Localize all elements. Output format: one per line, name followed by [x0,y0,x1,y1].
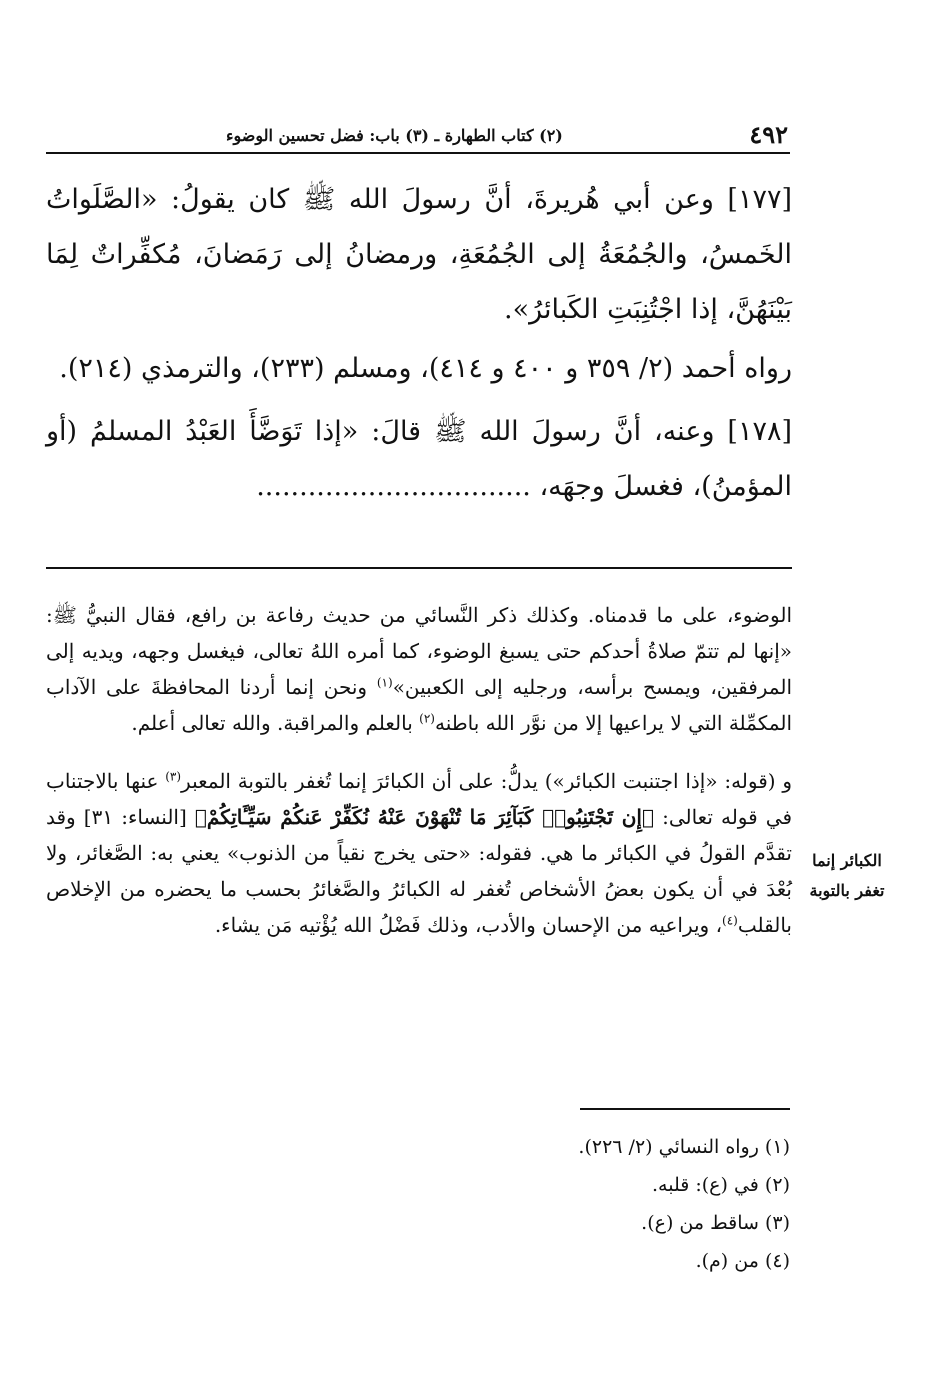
commentary-paragraph-1 [46,597,792,741]
main-hadith-text [46,172,792,518]
footnote-separator [580,1108,790,1110]
main-text-separator [46,567,792,569]
page-number: ٤٩٢ [749,120,788,149]
footnote-ref-2: (٢) [419,711,435,726]
quran-verse: ﴿إِن تَجْتَنِبُوا۟ كَبَآئِرَ مَا تُنْهَوْنَ عَنْهُ نُكَفِّرْ عَنكُمْ سَيِّـَٔاتِكُمْ﴾ [194,805,654,829]
commentary-1-part-2: ونحن إنما أردنا المحافظةَ على الآداب المكمِّلة التي لا يراعيها إلا من نوَّر الله باطنه [46,675,792,735]
hadith-177: [١٧٧] وعن أبي هُريرةَ، أنَّ رسولَ الله ﷺ كان يقولُ: «الصَّلَواتُ الخَمسُ، والجُمُعَةُ إلى الجُمُعَةِ، ورمضانُ إلى رَمَضانَ، مُكفِّراتٌ لِمَا بَيْنَهُنَّ، إذا اجْتُنِبَتِ الكَبائرُ». [46,184,793,325]
hadith-177-source: رواه أحمد (٢/ ٣٥٩ و ٤٠٠ و ٤١٤)، ومسلم (٢٣٣)، والترمذي (٢١٤). [59,353,792,384]
footnote-4: (٤) من (م). [695,1250,790,1272]
hadith-178-text: [١٧٨] وعنه، أنَّ رسولَ الله ﷺ قالَ: «إذا تَوَضَّأَ العَبْدُ المسلمُ (أو المؤمنُ)، فغسلَ وجهَه، [46,416,792,502]
footnote-2: (٢) في (ع): قلبه. [652,1174,790,1196]
commentary-paragraph-2 [46,763,792,943]
commentary-2-part-3: [النساء: ٣١] وقد تقدَّم القولُ في الكبائر ما هي. فقوله: «حتى يخرج نقياً من الذنوب» يعني به: الصَّغائر، ولا بُعْدَ في أن يكون بعضُ الأشخاص تُغفر له الكبائرُ والصَّغائرُ بحسب ما يحضره من الإخلاص بالقلب [46,805,792,937]
footnote-ref-1: (١) [376,675,393,690]
side-note-line-1: الكبائر إنما [812,851,882,870]
commentary-2-part-4: ، ويراعيه من الإحسان والأدب، وذلك فَضْلُ الله يُؤْتيه مَن يشاء. [214,913,723,937]
hadith-178-continuation-dots: ................................ [256,471,531,502]
margin-side-note [801,846,893,906]
hadith-178 [46,404,792,514]
commentary [46,597,792,943]
commentary-2-part-2: عنها بالاجتناب في قوله تعالى: [46,769,793,829]
commentary-1-part-3: بالعلم والمراقبة. والله تعالى أعلم. [131,711,420,735]
commentary-2-part-1: و (قوله: «إذا اجتنبت الكبائر») يدلُّ: على أن الكبائرَ إنما تُغفر بالتوبة المعبر [181,769,792,793]
running-title: (٢) كتاب الطهارة ـ (٣) باب: فضل تحسين الوضوء [226,126,563,145]
footnote-3: (٣) ساقط من (ع). [641,1212,790,1234]
footnote-1: (١) رواه النسائي (٢/ ٢٢٦). [578,1136,790,1158]
side-note-line-2: تغفر بالتوبة [809,881,885,900]
footnotes [46,1128,790,1280]
commentary-1-part-1: الوضوء، على ما قدمناه. وكذلك ذكر النَّسائي من حديث رفاعة بن رافع، فقال النبيُّ ﷺ: «إنها لم تتمّ صلاةُ أحدكم حتى يسبغ الوضوء، كما أمره اللهُ تعالى، فيغسل وجهه، ويديه إلى المرفقين، ويمسح برأسه، ورجليه إلى الكعبين» [46,603,792,699]
footnote-ref-3: (٣) [165,769,182,784]
footnote-ref-4: (٤) [722,913,738,928]
running-header [46,118,790,154]
